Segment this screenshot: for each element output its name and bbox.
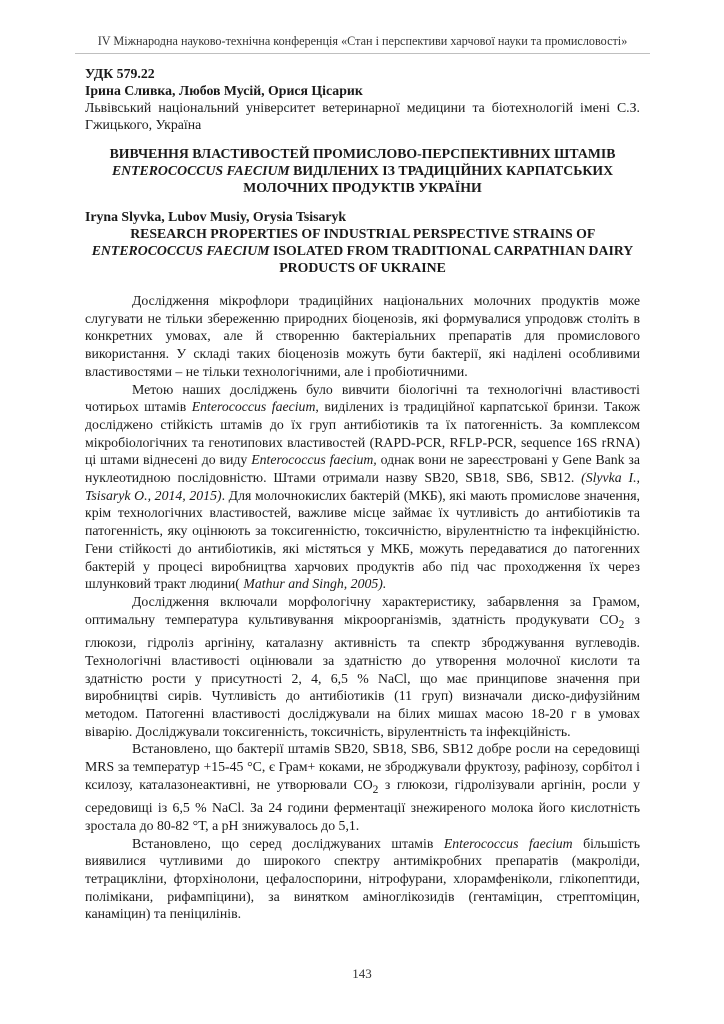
- paragraph-4: [85, 740, 640, 834]
- title-ua-part1: ВИВЧЕННЯ ВЛАСТИВОСТЕЙ ПРОМИСЛОВО-ПЕРСПЕКТИВНИХ ШТАМІВ: [109, 146, 616, 161]
- p2-citation-2: Mathur and Singh, 2005).: [239, 576, 387, 592]
- p2-citation-1: (Slyvka I., Tsisaryk O., 2014, 2015): [85, 470, 640, 503]
- p5-text-a: Встановлено, що серед досліджуваних штамів: [132, 835, 444, 851]
- p2-text-a: Метою наших досліджень було вивчити біологічні та технологічні властивості чотирьох штамів: [85, 381, 640, 415]
- p4-text-b: з глюкози, гідролізували аргінін, росли у середовищі із 6,5 % NaCl. За 24 години ферментації знежиреного молока його кислотність зростала до 80-82 °Т, а pH знижувалось до 5,1.: [85, 776, 640, 833]
- authors-english: Iryna Slyvka, Lubov Musiy, Orysia Tsisaryk: [85, 209, 347, 224]
- p2-text-d: . Для молочнокислих бактерій (МКБ), які мають промислове значення, крім технологічних властивостей, важливе місце займає їх чутливість до антибіотиків та патогенність, яку оцінюють за токсигенністю, токсичністю, вірулентністю та інфекційністю. Гени стійкості до антибіотиків, які містяться у МКБ, можуть передаватися до патогенних бактерій у процесі виробництва харчових продуктів або під час проходження їх через шлунковий тракт людини(: [85, 487, 640, 592]
- udc-code: УДК 579.22: [85, 66, 155, 81]
- paragraph-1: Дослідження мікрофлори традиційних національних молочних продуктів може слугувати не тільки збереженню природних біоценозів, які формувалися упродовж століть в конкретних умовах, але й створенню бактеріальних препаратів для промислового використання. У складі таких біоценозів можуть бути бактерії, які наділені особливими властивостями – не тільки технологічними, але і пробіотичними.: [85, 293, 640, 379]
- p4-subscript: 2: [372, 783, 379, 796]
- p2-text-b: , виділених із традиційної карпатської бринзи. Також досліджено стійкість штамів до їх груп антибіотиків та їх патогенність. За комплексом мікробіологічних та генотипових властивостей (RAPD-PCR, RFLP-PCR, sequence 16S rRNA) ці штами віднесені до виду: [85, 399, 640, 468]
- body-text: [85, 292, 640, 923]
- affiliation: Львівський національний університет ветеринарної медицини та біотехнологій імені С.З. Гжицького, Україна: [85, 100, 640, 132]
- paragraph-3: [85, 593, 640, 740]
- title-ua-species: ENTEROCOCCUS FAECIUM: [111, 163, 290, 178]
- p2-text-c: однак вони не зареєстровані у Gene Bank за нуклеотидною послідовністю. Штами отримали назву SB20, SB18, SB6, SB12.: [85, 452, 641, 486]
- p3-text-a: Дослідження включали морфологічну характеристику, забарвлення за Грамом, оптимальну температура культивування мікроорганізмів, здатність продукувати CO: [85, 593, 640, 627]
- p5-species: Enterococcus faecium: [443, 835, 573, 851]
- p4-text-a: Встановлено, що бактерії штамів SB20, SB18, SB6, SB12 добре росли на середовищі MRS за температур +15-45 °С, є Грам+ коками, не зброджували фруктозу, рафінозу, сорбітол і ксилозу, каталазонеактивні, не утворювали CO: [85, 741, 640, 792]
- title-en-part2: ISOLATED FROM TRADITIONAL CARPATHIAN DAIRY PRODUCTS OF UKRAINE: [269, 243, 634, 275]
- title-en-part1: RESEARCH PROPERTIES OF INDUSTRIAL PERSPECTIVE STRAINS OF: [130, 226, 595, 241]
- p2-species-2: Enterococcus faecium,: [251, 452, 377, 468]
- title-ua-part2: ВИДІЛЕНИХ ІЗ ТРАДИЦІЙНИХ КАРПАТСЬКИХ МОЛОЧНИХ ПРОДУКТІВ УКРАЇНИ: [243, 163, 614, 195]
- paragraph-2: [85, 381, 640, 593]
- p2-species-1: Enterococcus faecium: [191, 399, 316, 415]
- page-number: 143: [352, 966, 372, 981]
- paper-page: [85, 34, 640, 923]
- p3-text-b: з глюкози, гідроліз аргініну, каталазну активність та спектр зброджування вуглеводів. Технологічні властивості оцінювали за здатністю до утворення молочної кислоти та здатністю рости у присутності 2, 4, 6,5 % NaCl, що має принципове значення при виробництві сирів. Чутливість до антибіотиків (11 груп) визначали диско-дифузійним методом. Патогенні властивості досліджували на білих мишах масою 18-20 г в умовах віварію. Досліджували токсигенність, токсичність, вірулентність та інфекційність.: [85, 611, 640, 739]
- title-english: [85, 225, 640, 276]
- paragraph-5: [85, 835, 640, 924]
- authors-ukrainian: Ірина Сливка, Любов Мусій, Орися Цісарик: [85, 83, 363, 98]
- title-ukrainian: [85, 145, 640, 196]
- running-header: IV Міжнародна науково-технічна конференція «Стан і перспективи харчової науки та промисловості»: [97, 34, 628, 48]
- p5-text-b: більшість виявилися чутливими до широкого спектру антимікробних препаратів (макроліди, тетрацикліни, фторхінолони, цефалоспорини, нітрофурани, хлорамфеніколи, глікопептиди, полімікани, рифампіцини), за винятком аміноглікозидів (гентаміцин, стрептоміцин, канаміцин) та пеніцилінів.: [85, 835, 640, 922]
- title-en-species: ENTEROCOCCUS FAECIUM: [91, 243, 270, 258]
- header-rule: [75, 53, 650, 54]
- p3-subscript: 2: [618, 618, 625, 631]
